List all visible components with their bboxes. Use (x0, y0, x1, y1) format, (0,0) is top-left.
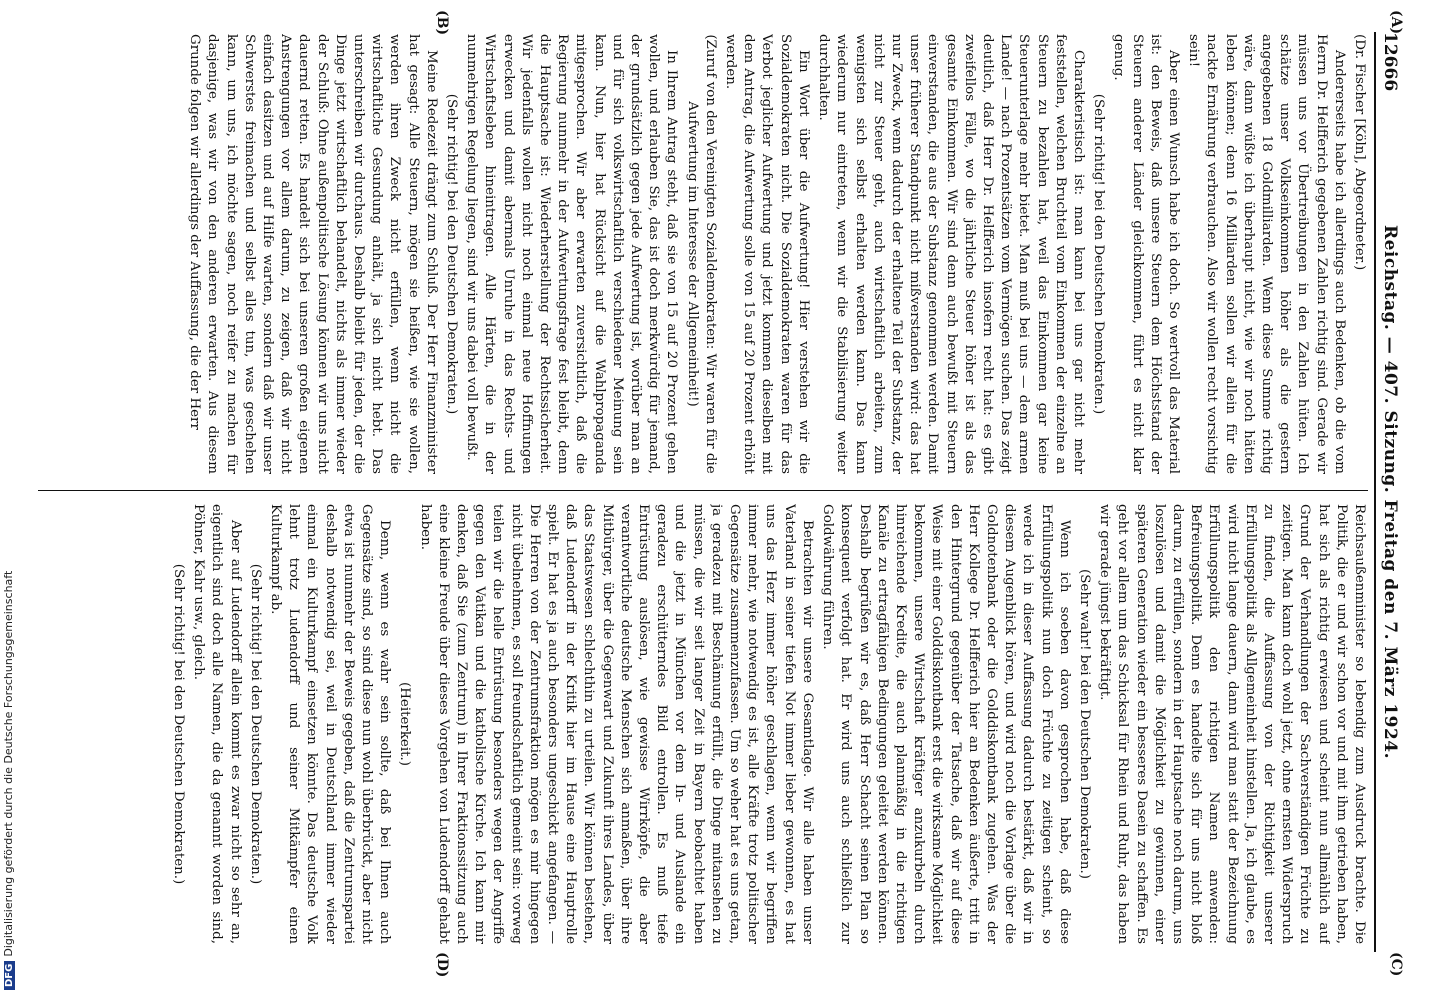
interjection: (Zuruf von den Vereinigten Sozialdemokraten: Wir waren für die Aufwertung im Interesse der Allgemeinheit!) (684, 34, 718, 474)
paragraph: Aber auf Ludendorff allein kommt es zwar nicht so sehr an, eigentlich sind doch alle Namen, die da genannt worden sind, Pöhner, Kahr usw., gleich. (191, 504, 243, 944)
margin-marker-c: (C) (1388, 952, 1404, 977)
margin-marker-a: (A) (1388, 10, 1404, 35)
header-rule (1374, 32, 1376, 952)
paragraph: Wenn ich soeben davon gesprochen habe, daß diese Erfüllungspolitik nun doch Früchte zu zeitigen scheint, so werde ich in dieser Auffassung dadurch bestärkt, daß wir in diesem Augenblick hören, und wird noch die Vorlage über die Goldnotenbank oder die Golddiskontbank zugehen. Was der Herr Kollege Dr. Helfferich hier an Bedenken äußerte, tritt in den Hintergrund gegenüber der Tatsache, daß wir auf diese Weise mit einer Golddiskontbank erst die wirksame Möglichkeit bekommen, unsere Wirtschaft kräftiger anzukurbeln durch hinreichende Kredite, die auch planmäßig in die richtigen Kanäle zu ertragfähigen Bedingungen geleitet werden können. Deshalb begrüßen wir es, daß Herr Schacht seinen Plan so konsequent verfolgt hat. Er wird uns auch schließlich zur Goldwährung führen. (820, 504, 1072, 944)
page-number: 12666 (1380, 32, 1400, 92)
interjection: (Heiterkeit.) (397, 682, 413, 766)
interjection: (Sehr richtig! bei den Deutschen Demokraten.) (171, 563, 186, 885)
running-title: Reichstag. — 407. Sitzung. Freitag den 7. März 1924. (1380, 224, 1400, 760)
paragraph: Andererseits habe ich allerdings auch Bedenken, ob die vom Herrn Dr. Helfferich gegebenen Zahlen richtig sind. Gerade wir müssen uns vor Übertreibungen in den Zahlen hüten. Ich schätze unser Volkseinkommen höher als die gestern angegebenen 18 Goldmilliarden. Wenn diese Summe richtig wäre, dann wüßte ich überhaupt nicht, wie wir noch hätten leben können; denn 16 Milliarden sollen wir allein für die nackte Ernährung verbrauchen. Also wir wollen recht vorsichtig sein! (1186, 34, 1347, 474)
interjection: (Sehr richtig! bei den Deutschen Demokraten.) (444, 93, 460, 415)
paragraph: In Ihrem Antrag steht, daß sie von 15 auf 20 Prozent gehen wollen, und erlauben Sie, das ist doch merkwürdig für jemand, der grundsätzlich gegen jede Aufwertung ist, worüber man an und für sich volkswirtschaftlich verschiedener Meinung sein kann. Nun, hier hat Rücksicht auf die Wahlpropaganda mitgesprochen. Wir aber erwarten zuversichtlich, daß die Regierung nunmehr in der Aufwertungsfrage fest bleibt, denn die Hauptsache ist: Wiederherstellung der Rechtssicherheit. Wir jedenfalls wollen nicht noch einmal neue Hoffnungen erwecken und damit abermals Unruhe in das Rechts- und Wirtschaftsleben hineintragen. Alle Härten, die in der nunmehrigen Regelung liegen, sind wir uns dabei voll bewußt. (464, 34, 680, 474)
column-divider (38, 490, 1368, 491)
paragraph: Betrachten wir unsere Gesamtlage. Wir alle haben unser Vaterland in seiner tiefen Not immer lieber gewonnen, es hat uns das Herz immer höher geschlagen, wenn wir begriffen immer mehr, wie notwendig es ist, alle Kräfte trotz politischer Gegensätze zusammenzufassen. Um so weher hat es uns getan, ja geradezu mit Beschämung erfüllt, die Dinge mitansehen zu müssen, die wir seit langer Zeit in Bayern beobachtet haben und die jetzt in München vor dem In- und Auslande ein geradezu erschütterndes Bild entrollen. Es muß tiefe Entrüstung auslösen, wie gewisse Wirrköpfe, die aber verantwortliche deutsche Menschen sich anmaßen, über ihre Mitbürger, über die Gegenwart und Zukunft ihres Landes, über das Staatswesen schlechthin zu urteilen. Wir können bestehen, daß Ludendorff in der Kritik hier im Hause eine Hauptrolle spielt. Er hat es ja auch besonders ungeschickt angefangen. — Die Herren von der Zentrumsfraktion mögen es mir hingegen nicht übelnehmen, es soll freundschaftlich gemeint sein: vorweg teilen wir die helle Entrüstung besonders wegen der Angriffe gegen den Vatikan und die katholische Kirche. Ich kann mir denken, daß Sie (zum Zentrum) in Ihrer Fraktionssitzung auch eine kleine Freude über dieses Vorgehen von Ludendorff gehabt haben. (417, 504, 815, 944)
paragraph: Ein Wort über die Aufwertung! Hier verstehen wir die Sozialdemokraten nicht. Die Sozialdemokraten waren für das Verbot jeglicher Aufwertung und jetzt kommen dieselben mit dem Antrag, die Aufwertung solle von 15 auf 20 Prozent erhöht werden. (723, 34, 811, 474)
page-header (1374, 32, 1404, 952)
right-column (28, 504, 1368, 944)
paragraph: Reichsaußenminister so lebendig zum Ausdruck brachte. Die Politik, die er und wir schon vor und mit ihm getrieben haben, hat sich als richtig erwiesen und scheint nun allmählich auf Grund der Verhandlungen der Sachverständigen Früchte zu zeitigen. Man kann doch wohl jetzt, ohne ernsten Widerspruch zu finden, die Auffassung von der Richtigkeit unserer Erfüllungspolitik als Allgemeinheit hinstellen. Ja, ich glaube, es wird nicht lange dauern, dann wird man statt der Bezeichnung Erfüllungspolitik den richtigen Namen anwenden: Befreiungspolitik. Denn es handelte sich für uns nicht bloß darum, zu erfüllen, sondern in der Hauptsache noch darum, uns loszulösen und damit die Möglichkeit zu gewinnen, einer späteren Generation wieder ein besseres Dasein zu schaffen. Es geht vor allem um das Schicksal für Rhein und Ruhr, das haben wir gerade jüngst bekräftigt. (1097, 504, 1367, 944)
digitization-credit (2, 10, 22, 990)
paragraph: Meine Redezeit drängt zum Schluß. Der Herr Finanzminister hat gesagt: Alle Steuern, mögen sie heißen, wie sie wollen, werden ihren Zweck nicht erfüllen, wenn nicht die wirtschaftliche Gesundung anhält, ja sich nicht hebt. Das unterschreiben wir durchaus. Deshalb bleibt für jeden, der die Dinge jetzt wirtschaftlich behandelt, nichts als immer wieder der Schluß: Ohne außenpolitische Lösung können wir uns nicht dauernd retten. Es handelt sich bei unseren großen eigenen Anstrengungen vor allem darum, zu zeigen, daß wir nicht einfach dasitzen und auf Hilfe warten, sondern daß wir unser Schwerstes freimachen und selbst alles tun, was geschehen kann, um uns, ich möchte sagen, noch reifer zu machen für dasjenige, was wir von den anderen erwarten. Aus diesem Grunde folgen wir allerdings der Auffassung, die der Herr (187, 34, 439, 474)
paragraph: Denn, wenn es wahr sein sollte, daß bei Ihnen auch Gegensätze sind, so sind diese nun wohl überbrückt, aber nicht etwa ist nunmehr der Beweis gegeben, daß die Zentrumspartei deshalb notwendig sei, weil in Deutschland immer wieder einmal ein Kulturkampf einsetzen könnte. Das deutsche Volk lehnt trotz Ludendorff und seiner Mitkämpfer einen Kulturkampf ab. (268, 504, 393, 944)
left-column (28, 34, 1368, 474)
interjection: (Sehr wahr! bei den Deutschen Demokraten.) (1076, 569, 1092, 879)
interjection: (Sehr richtig! bei den Deutschen Demokraten.) (247, 563, 263, 885)
paragraph: Charakteristisch ist: man kann bei uns gar nicht mehr feststellen, welchen Bruchteil vom Einkommen der einzelne an Steuern zu bezahlen hat, weil das Einkommen gar keine Steuerunterlage mehr bietet. Man muß bei uns — dem armen Lande! — nach Prozentsätzen vom Vermögen suchen. Das zeigt deutlich, daß Herr Dr. Helfferich insofern recht hat: es gibt zweifellos Fälle, wo die jährliche Steuer höher ist als das gesamte Einkommen. Wir sind denn auch bewußt mit Steuern einverstanden, die aus der Substanz genommen werden. Damit unser früherer Standpunkt nicht mißverstanden wird: das hat nur Zweck, wenn dadurch der erhaltene Teil der Substanz, der nicht zur Steuer geht, auch wirtschaftlich arbeiten, zum wenigsten sich selbst erhalten werden kann. Das kann wiederum nur eintreten, wenn wir die Stabilisierung weiter durchhalten. (816, 34, 1086, 474)
margin-marker-b: (B) (434, 10, 450, 36)
dfg-logo: DFG (4, 961, 15, 990)
interjection: (Sehr richtig! bei den Deutschen Demokraten.) (1091, 93, 1107, 415)
paragraph: Aber einen Wunsch habe ich doch. So wertvoll das Material ist: den Beweis, daß unsere Steuern dem Höchststand der Steuern anderer Länder gleichkommen, führt es nicht klar genug. (1111, 34, 1181, 474)
speaker-line: (Dr. Fischer [Köln], Abgeordneter.) (1352, 34, 1367, 271)
margin-marker-d: (D) (434, 952, 450, 978)
credit-text: Digitalisierung gefördert durch die Deutsche Forschungsgemeinschaft (2, 570, 15, 957)
